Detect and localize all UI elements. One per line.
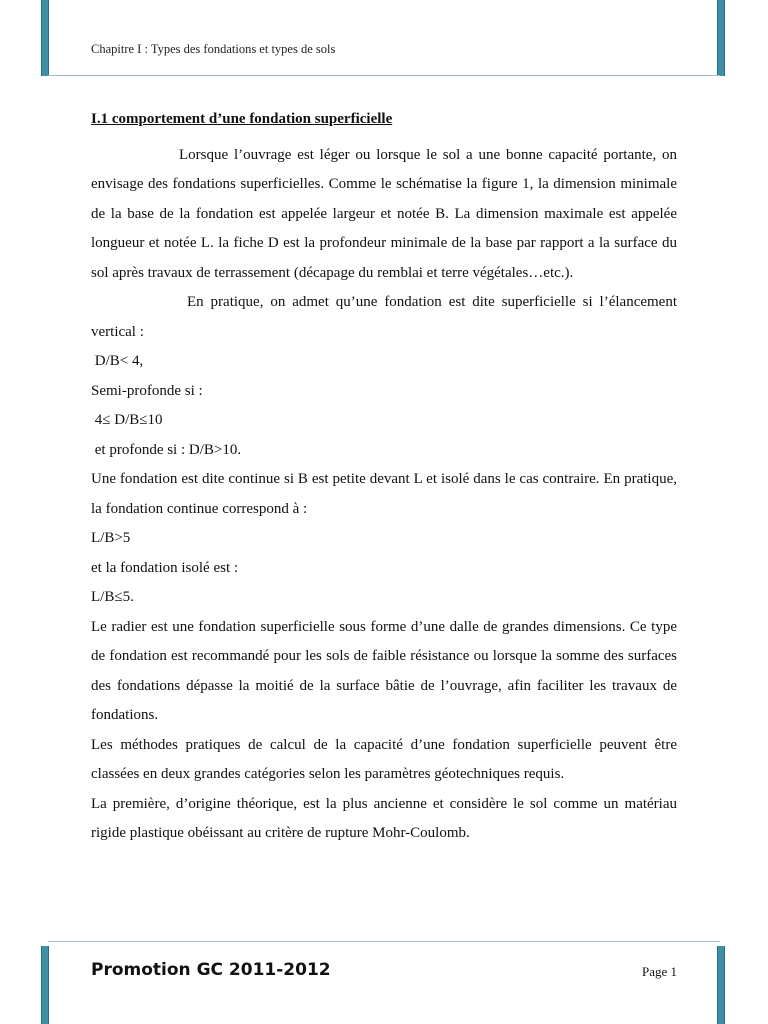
- line-semi-range: 4≤ D/B≤10: [91, 412, 163, 428]
- line-lb-continue: L/B>5: [91, 530, 131, 546]
- header-right-bar: [717, 0, 725, 76]
- line-db-ratio: D/B< 4,: [91, 353, 144, 369]
- footer-promotion: Promotion GC 2011-2012: [91, 960, 331, 980]
- paragraph-5: Les méthodes pratiques de calcul de la capacité d’une fondation superficielle peuvent être classées en deux grandes catégories selon les paramètres géotechniques requis.: [91, 736, 677, 782]
- header-left-bar: [41, 0, 49, 76]
- line-profonde: et profonde si : D/B>10.: [91, 441, 242, 458]
- paragraph-2: En pratique, on admet qu’une fondation est dite superficielle si l’élancement vertical :: [91, 294, 677, 340]
- line-isole-label: et la fondation isolé est :: [91, 559, 239, 576]
- chapter-header: Chapitre I : Types des fondations et types de sols: [91, 42, 336, 56]
- paragraph-3: Une fondation est dite continue si B est petite devant L et isolé dans le cas contraire. En pratique, la fondation continue correspond à :: [91, 471, 677, 517]
- paragraph-1: Lorsque l’ouvrage est léger ou lorsque le sol a une bonne capacité portante, on envisage des fondations superficielles. Comme le schématise la figure 1, la dimension minimale de la base de la fondation est appelée largeur et notée B. La dimension maximale est appelée longueur et notée L. la fiche D est la profondeur minimale de la base par rapport a la surface du sol après travaux de terrassement (décapage du remblai et terre végétales…etc.).: [91, 146, 677, 281]
- paragraph-4: Le radier est une fondation superficielle sous forme d’une dalle de grandes dimensions. Ce type de fondation est recommandé pour les sols de faible résistance ou lorsque la somme des surfaces des fondations dépasse la moitié de la surface bâtie de l’ouvrage, afin faciliter les travaux de fondations.: [91, 618, 677, 723]
- line-lb-isole: L/B≤5.: [91, 589, 134, 605]
- line-semi-profonde: Semi-profonde si :: [91, 382, 203, 399]
- footer-right-bar: [717, 946, 725, 1024]
- section-title: I.1 comportement d’une fondation superficielle: [91, 111, 393, 127]
- footer-left-bar: [41, 946, 49, 1024]
- footer-rule: [48, 941, 720, 942]
- paragraph-6: La première, d’origine théorique, est la plus ancienne et considère le sol comme un matériau rigide plastique obéissant au critère de rupture Mohr-Coulomb.: [91, 795, 677, 841]
- main-content: [91, 105, 677, 849]
- page-number: Page 1: [641, 964, 677, 979]
- header-rule: [48, 75, 720, 76]
